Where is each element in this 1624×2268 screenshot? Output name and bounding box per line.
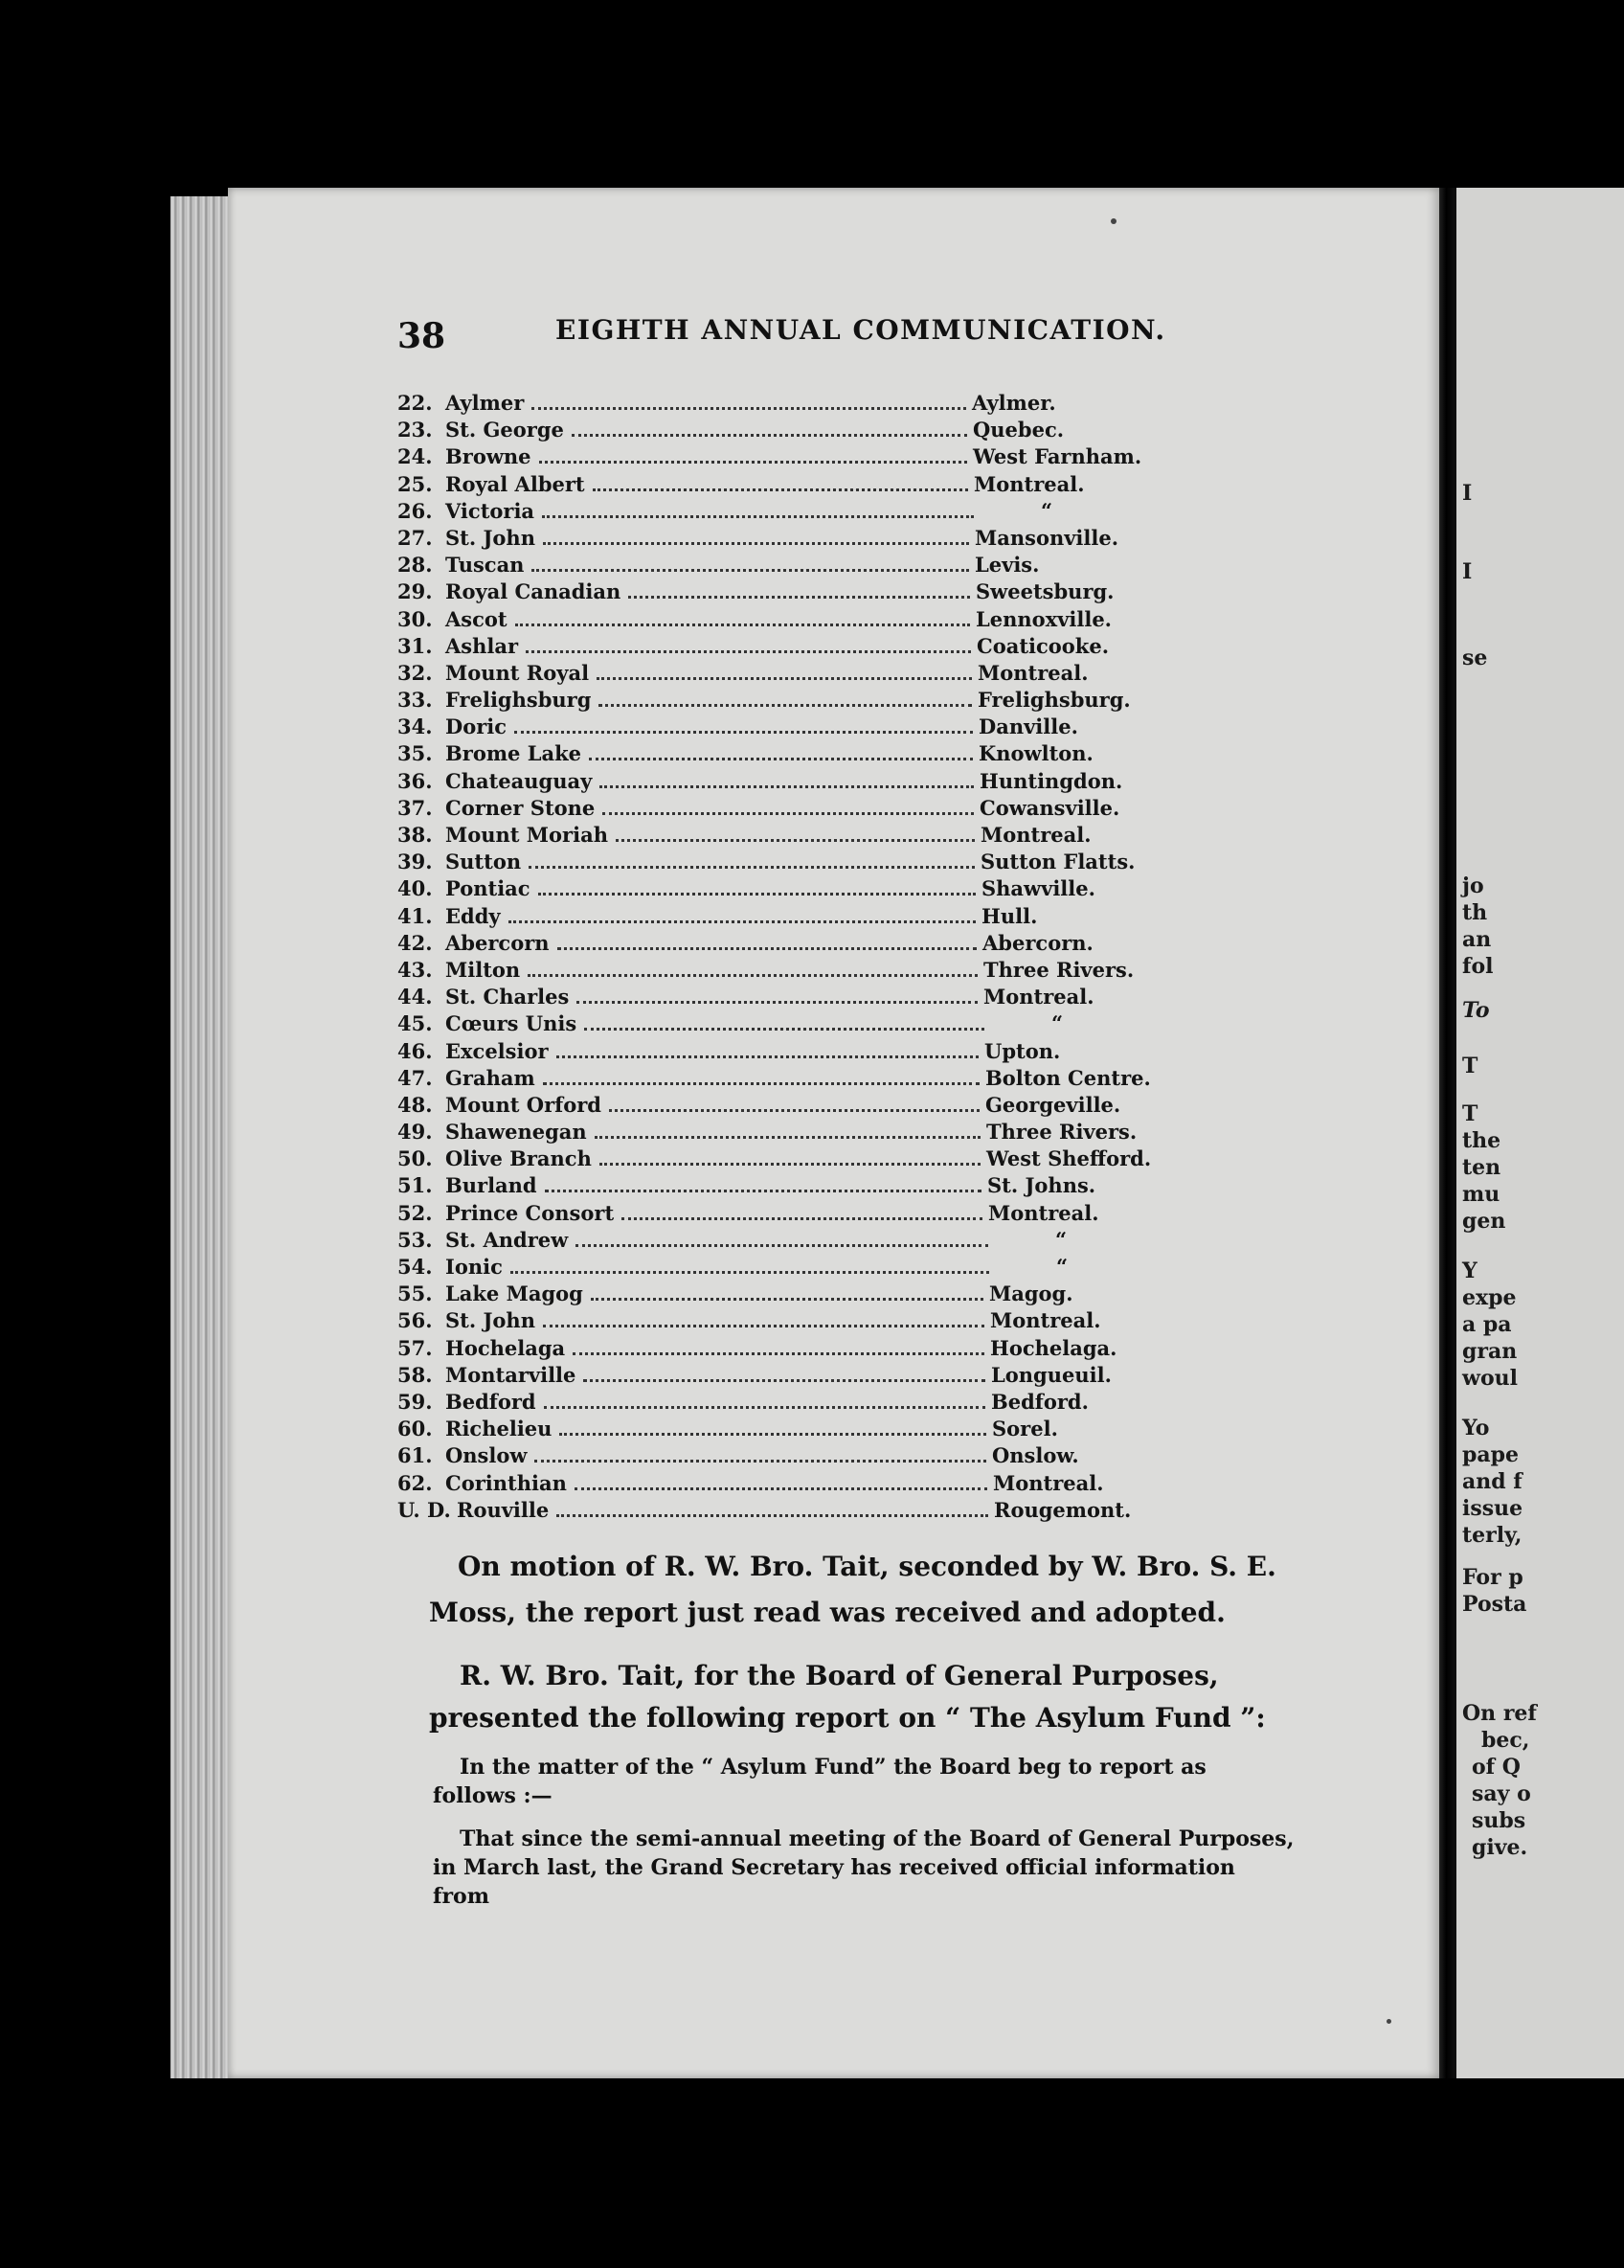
facing-fragment: issue	[1462, 1496, 1523, 1521]
lodge-row	[397, 1255, 1202, 1281]
lodge-location: Hull.	[981, 903, 1038, 928]
facing-fragment: th	[1462, 900, 1488, 925]
facing-fragment: of Q	[1472, 1755, 1521, 1780]
lodge-row	[397, 1336, 1202, 1363]
lodge-name: Sutton	[445, 850, 522, 874]
lodge-row	[397, 1390, 1202, 1417]
lodge-row	[397, 526, 1202, 553]
lodge-number: 40.	[397, 876, 433, 901]
lodge-name: Shawenegan	[445, 1120, 587, 1145]
lodge-row	[397, 1471, 1202, 1498]
leader-dots	[597, 674, 972, 680]
lodge-name: Chateauguay	[445, 768, 593, 793]
lodge-number: 61.	[397, 1443, 433, 1468]
lodge-name: Ascot	[445, 606, 508, 631]
leader-dots	[621, 1214, 982, 1220]
lodge-name: Excelsior	[445, 1038, 549, 1063]
lodge-row	[397, 607, 1202, 634]
report-intro-paragraph: R. W. Bro. Tait, for the Board of General Purposes, presented the following report on “ The Asylum Fund ”:	[429, 1660, 1266, 1734]
lodge-number: 45.	[397, 1011, 433, 1036]
lodge-name: Burland	[445, 1173, 537, 1198]
leader-dots	[514, 728, 973, 734]
lodge-number: 60.	[397, 1417, 433, 1441]
lodge-row	[397, 931, 1202, 958]
lodge-location: Montreal.	[974, 471, 1085, 496]
lodge-name: St. John	[445, 525, 535, 550]
facing-fragment: give.	[1472, 1835, 1528, 1860]
lodge-number: 56.	[397, 1308, 433, 1333]
lodge-location: Upton.	[984, 1038, 1061, 1063]
lodge-row	[397, 1201, 1202, 1228]
facing-fragment: and f	[1462, 1469, 1522, 1494]
lodge-list	[397, 391, 1202, 1525]
lodge-number: 37.	[397, 795, 433, 820]
facing-fragment: Yo	[1462, 1416, 1490, 1440]
lodge-number: 49.	[397, 1120, 433, 1145]
leader-dots	[573, 1349, 984, 1355]
lodge-location: “	[1055, 1227, 1068, 1252]
facing-fragment: I	[1462, 559, 1473, 584]
asylum-fund-matter-paragraph: In the matter of the “ Asylum Fund” the Board beg to report as follows :—	[433, 1755, 1207, 1808]
lodge-location: West Shefford.	[986, 1146, 1152, 1171]
leader-dots	[531, 566, 969, 572]
lodge-number: 54.	[397, 1255, 433, 1279]
lodge-location: St. Johns.	[987, 1173, 1096, 1198]
since-paragraph: That since the semi-annual meeting of the Board of General Purposes, in March last, the Grand Secretary has received official information from	[433, 1826, 1295, 1909]
lodge-location: Montreal.	[983, 985, 1094, 1009]
leader-dots	[526, 647, 971, 653]
lodge-location: Knowlton.	[979, 741, 1094, 766]
lodge-name: Hochelaga	[445, 1335, 566, 1360]
lodge-number: 28.	[397, 553, 433, 578]
lodge-row	[397, 499, 1202, 526]
leader-dots	[595, 1133, 981, 1139]
leader-dots	[557, 944, 977, 950]
lodge-location: West Farnham.	[973, 444, 1142, 469]
leader-dots	[545, 1187, 981, 1192]
leader-dots	[616, 836, 975, 842]
lodge-location: Cowansville.	[980, 795, 1120, 820]
lodge-number: 57.	[397, 1335, 433, 1360]
facing-fragment: fol	[1462, 954, 1494, 979]
facing-fragment: mu	[1462, 1182, 1500, 1207]
facing-fragment: bec,	[1481, 1728, 1530, 1753]
facing-fragment: se	[1462, 646, 1488, 670]
leader-dots	[529, 863, 975, 869]
lodge-location: Three Rivers.	[986, 1120, 1138, 1145]
lodge-location: Frelighsburg.	[978, 688, 1131, 713]
lodge-row	[397, 904, 1202, 931]
facing-fragment: gran	[1462, 1339, 1518, 1364]
lodge-row	[397, 1093, 1202, 1120]
lodge-location: Shawville.	[981, 876, 1095, 901]
lodge-number: 36.	[397, 768, 433, 793]
lodge-number: 41.	[397, 903, 433, 928]
lodge-name: Corinthian	[445, 1470, 567, 1495]
lodge-row	[397, 823, 1202, 850]
lodge-row	[397, 714, 1202, 741]
lodge-location: Sorel.	[992, 1417, 1058, 1441]
lodge-name: Aylmer	[445, 391, 525, 415]
lodge-number: 24.	[397, 444, 433, 469]
facing-fragment: an	[1462, 927, 1492, 952]
facing-fragment: expe	[1462, 1285, 1517, 1310]
lodge-location: Longueuil.	[991, 1362, 1112, 1387]
facing-fragment: I	[1462, 481, 1473, 506]
lodge-row	[397, 472, 1202, 499]
lodge-number: 33.	[397, 688, 433, 713]
lodge-name: Rouville	[457, 1497, 550, 1522]
facing-fragment: To	[1462, 998, 1490, 1023]
facing-fragment: the	[1462, 1128, 1501, 1153]
leader-dots	[593, 486, 968, 491]
facing-fragment: T	[1462, 1101, 1478, 1126]
lodge-row	[397, 579, 1202, 606]
lodge-location: Montreal.	[978, 660, 1089, 685]
page-number: 38	[397, 316, 446, 356]
lodge-row	[397, 850, 1202, 876]
leader-dots	[589, 755, 973, 760]
lodge-row	[397, 1066, 1202, 1093]
lodge-number: 43.	[397, 957, 433, 982]
lodge-name: Mount Royal	[445, 660, 590, 685]
lodge-name: Graham	[445, 1065, 535, 1090]
lodge-location: Sweetsburg.	[976, 579, 1115, 604]
lodge-name: Brome Lake	[445, 741, 581, 766]
lodge-location: Quebec.	[973, 418, 1065, 442]
leader-dots	[543, 1322, 984, 1327]
lodge-location: Montreal.	[990, 1308, 1101, 1333]
lodge-row	[397, 985, 1202, 1011]
facing-fragment: Y	[1462, 1259, 1477, 1283]
lodge-row	[397, 553, 1202, 579]
lodge-name: Royal Canadian	[445, 579, 621, 604]
lodge-location: Abercorn.	[982, 930, 1094, 955]
leader-dots	[539, 458, 967, 464]
lodge-row	[397, 1173, 1202, 1200]
leader-dots	[575, 1485, 987, 1490]
book-page-edges	[170, 196, 230, 2078]
lodge-name: Montarville	[445, 1362, 576, 1387]
lodge-number: 25.	[397, 471, 433, 496]
leader-dots	[591, 1295, 983, 1301]
lodge-number: 34.	[397, 714, 433, 739]
leader-dots	[538, 890, 976, 896]
paper-speck	[1111, 218, 1116, 224]
lodge-number: 53.	[397, 1227, 433, 1252]
facing-fragment: subs	[1472, 1808, 1526, 1833]
leader-dots	[583, 1376, 985, 1382]
lodge-number: 50.	[397, 1146, 433, 1171]
facing-fragment: a pa	[1462, 1312, 1512, 1337]
lodge-location: Georgeville.	[985, 1092, 1121, 1117]
lodge-location: Montreal.	[988, 1200, 1099, 1225]
lodge-name: Doric	[445, 714, 508, 739]
lodge-row	[397, 688, 1202, 714]
lodge-name: Frelighsburg	[445, 688, 592, 713]
leader-dots	[543, 539, 969, 545]
lodge-name: Eddy	[445, 903, 501, 928]
facing-fragment: terly,	[1462, 1523, 1522, 1548]
lodge-location: Three Rivers.	[983, 957, 1135, 982]
leader-dots	[531, 404, 966, 410]
lodge-name: Onslow	[445, 1443, 528, 1468]
lodge-number: 58.	[397, 1362, 433, 1387]
lodge-row	[397, 391, 1202, 418]
lodge-number: 26.	[397, 498, 433, 523]
lodge-row	[397, 418, 1202, 444]
lodge-number: 48.	[397, 1092, 433, 1117]
lodge-row	[397, 444, 1202, 471]
lodge-number: 35.	[397, 741, 433, 766]
lodge-name: Mount Moriah	[445, 823, 608, 847]
lodge-row	[397, 1417, 1202, 1443]
lodge-name: St. Charles	[445, 985, 570, 1009]
lodge-location: “	[1056, 1255, 1069, 1279]
lodge-name: Corner Stone	[445, 795, 596, 820]
lodge-row	[397, 1011, 1202, 1038]
motion-paragraph: On motion of R. W. Bro. Tait, seconded by W. Bro. S. E. Moss, the report just read was received and adopted.	[429, 1551, 1276, 1628]
lodge-row	[397, 1308, 1202, 1335]
lodge-number: 29.	[397, 579, 433, 604]
lodge-name: St. Andrew	[445, 1227, 569, 1252]
lodge-number: 62.	[397, 1470, 433, 1495]
lodge-name: Lake Magog	[445, 1281, 583, 1306]
facing-fragment: jo	[1462, 873, 1484, 898]
lodge-number: 47.	[397, 1065, 433, 1090]
leader-dots	[515, 621, 970, 626]
leader-dots	[508, 918, 976, 923]
lodge-row	[397, 1228, 1202, 1255]
lodge-number: 59.	[397, 1389, 433, 1414]
lodge-location: “	[1041, 498, 1053, 523]
lodge-name: Olive Branch	[445, 1146, 592, 1171]
lodge-name: Cœurs Unis	[445, 1011, 577, 1036]
lodge-row	[397, 769, 1202, 796]
lodge-location: Lennoxville.	[976, 606, 1112, 631]
lodge-name: Prince Consort	[445, 1200, 615, 1225]
lodge-row	[397, 741, 1202, 768]
leader-dots	[575, 1241, 988, 1247]
leader-dots	[576, 998, 978, 1004]
leader-dots	[510, 1268, 989, 1274]
lodge-row	[397, 1443, 1202, 1470]
lodge-name: Victoria	[445, 498, 535, 523]
leader-dots	[584, 1025, 984, 1031]
lodge-location: “	[1051, 1011, 1064, 1036]
lodge-location: Huntingdon.	[980, 768, 1123, 793]
lodge-number: 32.	[397, 660, 433, 685]
leader-dots	[534, 1457, 986, 1463]
lodge-location: Rougemont.	[994, 1497, 1132, 1522]
lodge-row	[397, 1039, 1202, 1066]
lodge-number: 46.	[397, 1038, 433, 1063]
leader-dots	[544, 1403, 985, 1409]
leader-dots	[543, 1079, 980, 1085]
lodge-row	[397, 1281, 1202, 1308]
facing-fragment: On ref	[1462, 1701, 1537, 1726]
leader-dots	[542, 512, 974, 518]
lodge-number: 31.	[397, 633, 433, 658]
facing-fragment: ten	[1462, 1155, 1501, 1180]
leader-dots	[628, 593, 970, 599]
facing-fragment: say o	[1472, 1781, 1531, 1806]
lodge-number: 39.	[397, 850, 433, 874]
lodge-row	[397, 958, 1202, 985]
lodge-number: 27.	[397, 525, 433, 550]
lodge-row	[397, 1120, 1202, 1146]
lodge-name: Tuscan	[445, 553, 525, 578]
facing-fragment: T	[1462, 1054, 1478, 1078]
leader-dots	[556, 1511, 988, 1517]
facing-fragment: gen	[1462, 1209, 1506, 1234]
lodge-number: 44.	[397, 985, 433, 1009]
lodge-location: Danville.	[979, 714, 1078, 739]
facing-fragment: woul	[1462, 1366, 1518, 1391]
lodge-number: 22.	[397, 391, 433, 415]
leader-dots	[556, 1053, 979, 1058]
lodge-number: 55.	[397, 1281, 433, 1306]
lodge-number: U. D.	[397, 1497, 451, 1522]
lodge-location: Montreal.	[993, 1470, 1104, 1495]
lodge-number: 38.	[397, 823, 433, 847]
lodge-location: Levis.	[975, 553, 1040, 578]
lodge-name: St. George	[445, 418, 564, 442]
lodge-row	[397, 1363, 1202, 1390]
lodge-row	[397, 634, 1202, 661]
lodge-name: Richelieu	[445, 1417, 553, 1441]
lodge-name: Ionic	[445, 1255, 503, 1279]
lodge-number: 23.	[397, 418, 433, 442]
lodge-name: Browne	[445, 444, 531, 469]
leader-dots	[528, 971, 978, 977]
lodge-row	[397, 1498, 1202, 1525]
lodge-number: 42.	[397, 930, 433, 955]
lodge-location: Magog.	[989, 1281, 1073, 1306]
lodge-name: Mount Orford	[445, 1092, 601, 1117]
lodge-location: Onslow.	[992, 1443, 1079, 1468]
lodge-name: Royal Albert	[445, 471, 585, 496]
paper-speck	[1387, 2019, 1391, 2024]
facing-fragment: For p	[1462, 1565, 1523, 1590]
leader-dots	[559, 1430, 986, 1436]
lodge-location: Bedford.	[991, 1389, 1089, 1414]
lodge-location: Coaticooke.	[977, 633, 1110, 658]
page-header	[397, 306, 1259, 364]
lodge-name: St. John	[445, 1308, 535, 1333]
lodge-name: Pontiac	[445, 876, 530, 901]
lodge-row	[397, 876, 1202, 903]
facing-fragment: pape	[1462, 1442, 1520, 1467]
lodge-name: Milton	[445, 957, 521, 982]
running-head: EIGHTH ANNUAL COMMUNICATION.	[555, 314, 1166, 346]
lodge-location: Hochelaga.	[990, 1335, 1117, 1360]
lodge-row	[397, 1146, 1202, 1173]
leader-dots	[599, 1160, 981, 1166]
leader-dots	[609, 1106, 980, 1112]
lodge-name: Bedford	[445, 1389, 536, 1414]
lodge-row	[397, 796, 1202, 823]
facing-page	[1456, 188, 1624, 2078]
lodge-number: 52.	[397, 1200, 433, 1225]
facing-fragment: Posta	[1462, 1592, 1527, 1617]
lodge-location: Sutton Flatts.	[981, 850, 1136, 874]
leader-dots	[599, 782, 974, 788]
lodge-location: Mansonville.	[975, 525, 1119, 550]
lodge-location: Bolton Centre.	[985, 1065, 1151, 1090]
lodge-row	[397, 661, 1202, 688]
lodge-number: 51.	[397, 1173, 433, 1198]
lodge-location: Aylmer.	[972, 391, 1056, 415]
lodge-number: 30.	[397, 606, 433, 631]
lodge-name: Ashlar	[445, 633, 519, 658]
lodge-location: Montreal.	[981, 823, 1092, 847]
leader-dots	[602, 809, 974, 815]
lodge-name: Abercorn	[445, 930, 550, 955]
book-gutter	[1439, 188, 1456, 2078]
leader-dots	[598, 701, 972, 707]
leader-dots	[572, 431, 967, 437]
